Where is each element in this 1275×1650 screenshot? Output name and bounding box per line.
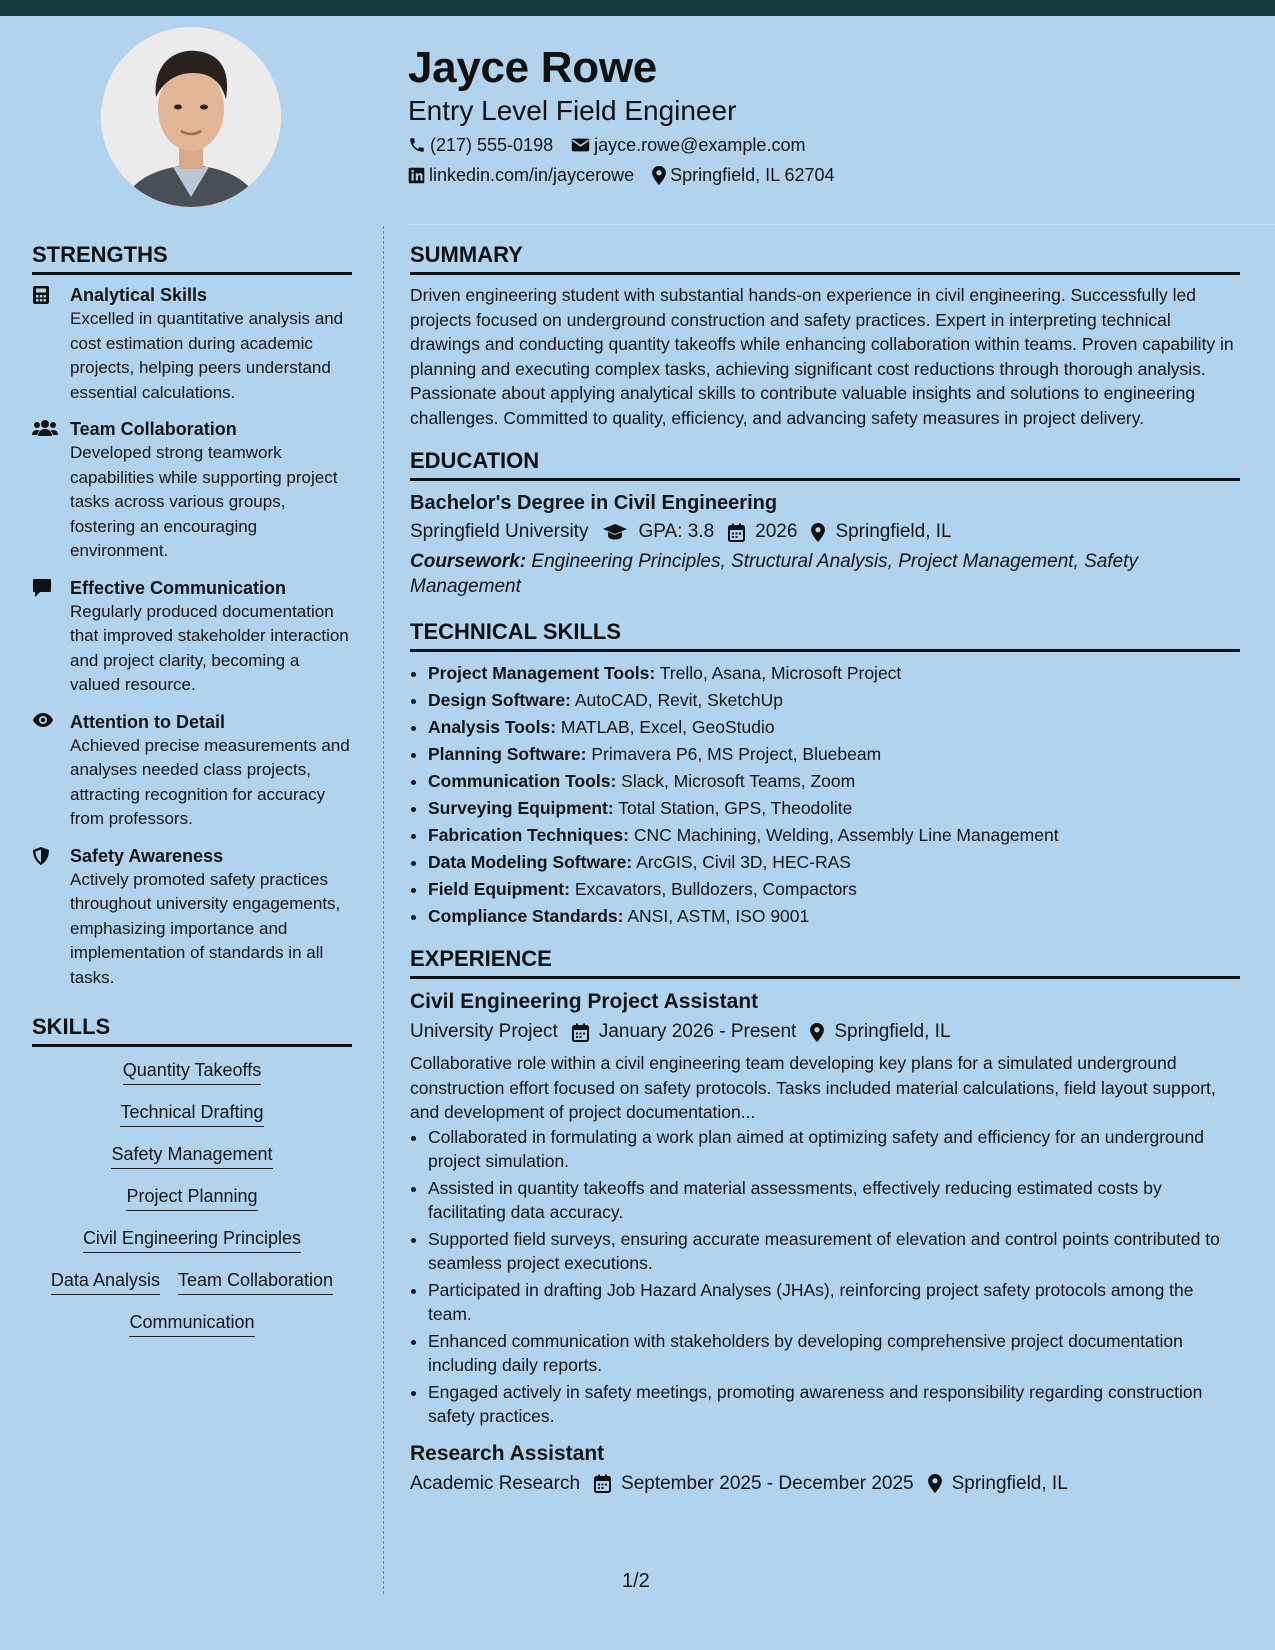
coursework	[410, 549, 1240, 599]
coursework-label: Coursework:	[410, 551, 527, 572]
calendar-icon	[594, 1474, 611, 1493]
skill-category: Planning Software:	[428, 744, 587, 764]
technical-skills-list	[410, 660, 1240, 930]
experience-heading: EXPERIENCE	[410, 944, 1240, 979]
skill-category: Field Equipment:	[428, 879, 570, 899]
calendar-icon	[728, 523, 745, 542]
skill-values: AutoCAD, Revit, SketchUp	[574, 690, 783, 710]
list-item	[428, 876, 1240, 903]
skills-heading: SKILLS	[32, 1012, 352, 1047]
skill-category: Design Software:	[428, 690, 571, 710]
skill-category: Compliance Standards:	[428, 906, 624, 926]
experience-meta	[410, 1469, 1240, 1499]
list-item: • Engaged actively in safety meetings, promoting awareness and responsibility regarding construction safety practices.	[428, 1380, 1240, 1429]
list-item: • Collaborated in formulating a work plan aimed at optimizing safety and efficiency for an underground project simulation.	[428, 1125, 1240, 1174]
strength-description: Excelled in quantitative analysis and cost estimation during academic projects, helping peers understand essential calculations.	[70, 309, 344, 402]
email-contact[interactable]	[571, 132, 805, 158]
list-item: • Assisted in quantity takeoffs and material assessments, effectively reducing estimated costs by facilitating data accuracy.	[428, 1176, 1240, 1225]
map-pin-icon	[810, 1023, 824, 1042]
strength-title: Analytical Skills	[70, 285, 208, 305]
list-item	[428, 714, 1240, 741]
skill-category: Fabrication Techniques:	[428, 825, 629, 845]
skill-values: Total Station, GPS, Theodolite	[618, 798, 853, 818]
strength-item	[32, 710, 352, 832]
skills-list	[32, 1057, 352, 1337]
linkedin-text: linkedin.com/in/jaycerowe	[429, 165, 635, 185]
skill-values: Slack, Microsoft Teams, Zoom	[621, 771, 856, 791]
skill-values: Primavera P6, MS Project, Bluebeam	[591, 744, 882, 764]
skill-tag: Civil Engineering Principles	[83, 1225, 301, 1253]
experience-description: Collaborative role within a civil engineering team developing key plans for a simulated underground construction effort focused on safety protocols. Tasks included material calculations, field layout support, and development of project documentation...	[410, 1053, 1216, 1122]
skill-tag: Communication	[129, 1309, 254, 1337]
eye-icon	[32, 712, 54, 728]
list-item: • Enhanced communication with stakeholders by developing comprehensive project documentation including daily reports.	[428, 1329, 1240, 1378]
list-item: • Participated in drafting Job Hazard Analyses (JHAs), reinforcing project safety protocols among the team.	[428, 1278, 1240, 1327]
skill-tag: Project Planning	[126, 1183, 257, 1211]
skill-tag: Safety Management	[111, 1141, 272, 1169]
job-title: Entry Level Field Engineer	[408, 95, 737, 126]
shield-icon	[32, 846, 50, 866]
map-pin-icon	[811, 523, 825, 542]
users-icon	[32, 419, 58, 437]
experience-title: Research Assistant	[410, 1441, 605, 1465]
strength-item	[32, 283, 352, 405]
phone-text: (217) 555-0198	[430, 135, 554, 155]
map-pin-icon	[652, 166, 666, 185]
resume-header	[408, 40, 1238, 188]
skill-tag: Data Analysis	[51, 1267, 160, 1295]
technical-skills-heading: TECHNICAL SKILLS	[410, 617, 1240, 652]
degree-title: Bachelor's Degree in Civil Engineering	[410, 492, 778, 514]
phone-contact[interactable]	[408, 132, 553, 158]
experience-location: Springfield, IL	[951, 1472, 1068, 1494]
linkedin-icon	[408, 167, 425, 184]
skill-category: Analysis Tools:	[428, 717, 557, 737]
skill-values: ANSI, ASTM, ISO 9001	[627, 906, 810, 926]
list-item	[428, 687, 1240, 714]
experience-dates: September 2025 - December 2025	[621, 1472, 914, 1494]
education-heading: EDUCATION	[410, 446, 1240, 481]
experience-org: Academic Research	[410, 1472, 581, 1494]
strength-description: Regularly produced documentation that improved stakeholder interaction and project clarity, becoming a valued resource.	[70, 601, 349, 694]
list-item	[428, 741, 1240, 768]
skill-values: ArcGIS, Civil 3D, HEC-RAS	[636, 852, 851, 872]
linkedin-contact[interactable]	[408, 162, 634, 188]
gpa-text: GPA: 3.8	[638, 521, 715, 542]
email-text: jayce.rowe@example.com	[594, 135, 806, 155]
summary-heading: SUMMARY	[410, 240, 1240, 275]
strength-title: Attention to Detail	[70, 711, 225, 732]
page-number: 1/2	[622, 1570, 650, 1592]
strength-title: Team Collaboration	[70, 419, 237, 439]
comment-icon	[32, 578, 52, 598]
strength-item	[32, 576, 352, 698]
strengths-heading: STRENGTHS	[32, 240, 352, 275]
experience-title: Civil Engineering Project Assistant	[410, 990, 759, 1013]
strength-item	[32, 417, 352, 564]
calculator-icon	[32, 285, 50, 305]
graduation-cap-icon	[602, 523, 628, 541]
calendar-icon	[572, 1023, 589, 1042]
list-item	[428, 822, 1240, 849]
list-item	[428, 768, 1240, 795]
header-divider	[408, 224, 1275, 225]
education-location: Springfield, IL	[835, 521, 952, 542]
skill-tag: Team Collaboration	[178, 1267, 333, 1295]
location-contact	[652, 162, 834, 188]
top-bar	[0, 0, 1275, 16]
profile-photo	[101, 27, 281, 207]
location-text: Springfield, IL 62704	[670, 165, 835, 185]
education-meta	[410, 517, 1240, 547]
school-name: Springfield University	[410, 521, 589, 542]
skill-values: CNC Machining, Welding, Assembly Line Management	[633, 825, 1059, 845]
right-column	[410, 240, 1240, 1499]
strength-item	[32, 844, 352, 991]
coursework-list: Engineering Principles, Structural Analysis, Project Management, Safety Management	[410, 551, 1138, 597]
experience-org: University Project	[410, 1021, 558, 1042]
envelope-icon	[571, 137, 590, 153]
summary-text: Driven engineering student with substantial hands-on experience in civil engineering. Successfully led projects focused on underground construction and safety practices. Expert in interpreting technical drawings and conducting quantity takeoffs while enhancing collaboration within teams. Proven capability in planning and executing complex tasks, achieving significant cost reductions through thorough analysis. Passionate about applying analytical skills to contribute valuable insights and solutions to engineering challenges. Committed to quality, efficiency, and advancing safety measures in project delivery.	[410, 285, 1234, 428]
experience-dates: January 2026 - Present	[598, 1021, 797, 1042]
skill-values: Trello, Asana, Microsoft Project	[659, 663, 902, 683]
list-item	[428, 903, 1240, 930]
strength-description: Achieved precise measurements and analyses needed class projects, attracting recognition for accuracy from professors.	[70, 735, 350, 828]
graduation-year: 2026	[755, 521, 798, 542]
left-column	[32, 240, 352, 1351]
skill-values: Excavators, Bulldozers, Compactors	[574, 879, 857, 899]
column-divider	[383, 226, 384, 1594]
map-pin-icon	[928, 1474, 942, 1493]
strength-title: Safety Awareness	[70, 845, 224, 866]
strength-description: Developed strong teamwork capabilities while supporting project tasks across various groups, fostering an encouraging environment.	[70, 443, 338, 560]
skill-category: Communication Tools:	[428, 771, 617, 791]
strength-description: Actively promoted safety practices throughout university engagements, emphasizing importance and implementation of standards in all tasks.	[70, 869, 341, 987]
experience-location: Springfield, IL	[834, 1021, 951, 1042]
skill-category: Surveying Equipment:	[428, 798, 614, 818]
skill-category: Data Modeling Software:	[428, 852, 633, 872]
skill-tag: Technical Drafting	[120, 1099, 263, 1127]
strength-title: Effective Communication	[70, 577, 287, 598]
experience-meta	[410, 1017, 1240, 1047]
phone-icon	[408, 136, 426, 154]
list-item: • Supported field surveys, ensuring accurate measurement of elevation and control points contributed to seamless project executions.	[428, 1227, 1240, 1276]
candidate-name: Jayce Rowe	[408, 43, 657, 92]
experience-bullets	[410, 1125, 1240, 1429]
list-item	[428, 660, 1240, 687]
list-item	[428, 849, 1240, 876]
skill-values: MATLAB, Excel, GeoStudio	[560, 717, 775, 737]
skill-tag: Quantity Takeoffs	[123, 1057, 261, 1085]
skill-category: Project Management Tools:	[428, 663, 656, 683]
list-item	[428, 795, 1240, 822]
